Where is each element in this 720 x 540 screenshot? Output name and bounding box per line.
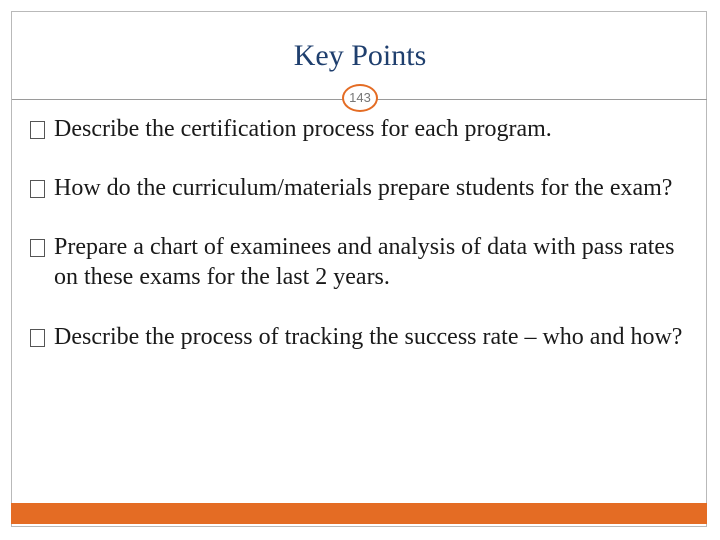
bullet-text: Describe the certification process for each program.	[54, 116, 552, 142]
bullet-item	[30, 232, 690, 292]
slide-title: Key Points	[293, 39, 427, 72]
bullet-box-icon	[30, 121, 45, 139]
bullet-list	[30, 114, 690, 381]
footer-accent-bar	[11, 503, 707, 524]
bullet-text: Describe the process of tracking the success rate – who and how?	[54, 324, 683, 350]
bullet-box-icon	[30, 329, 45, 347]
bullet-item	[30, 322, 690, 352]
bullet-text: Prepare a chart of examinees and analysis of data with pass rates on these exams for the last 2 years.	[54, 234, 675, 290]
bullet-box-icon	[30, 239, 45, 257]
bullet-box-icon	[30, 180, 45, 198]
page-number-badge: 143	[342, 84, 378, 112]
bullet-text: How do the curriculum/materials prepare students for the exam?	[54, 175, 673, 201]
bullet-item	[30, 173, 690, 203]
bullet-item	[30, 114, 690, 144]
